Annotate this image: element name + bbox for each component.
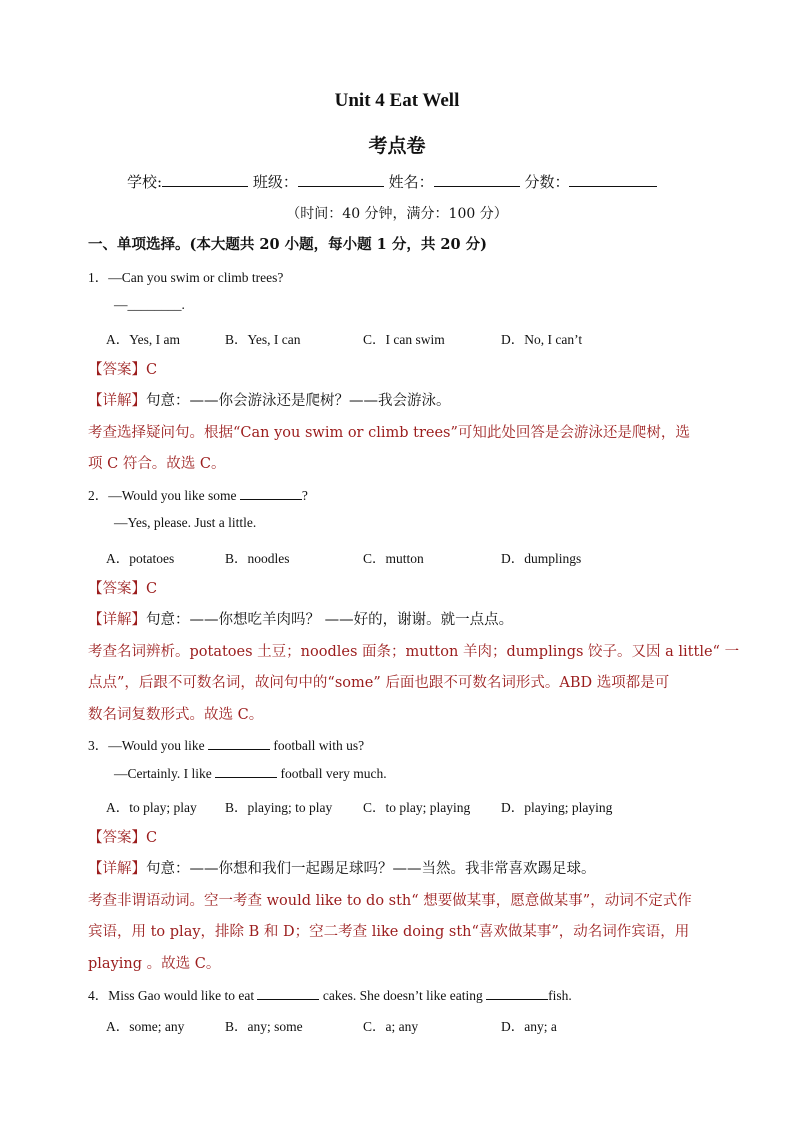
detail-text: 考查非谓语动词。空一考查 would like to do sth“ 想要做某事，愿意做某事”，动词不定式作 [88, 893, 692, 909]
detail-text: playing 。故选 C。 [88, 956, 221, 972]
detail-tag: 【详解】 [88, 861, 146, 877]
question-stem [88, 984, 572, 1004]
score-label: 分数： [524, 173, 570, 191]
option-c: C．I can swim [363, 332, 445, 347]
option-d: D．playing; playing [501, 800, 613, 815]
name-blank [434, 171, 520, 187]
detail-text: 数名词复数形式。故选 C。 [88, 707, 264, 723]
stem-part: football with us? [270, 738, 365, 753]
school-blank [162, 171, 248, 187]
class-label: 班级： [252, 173, 298, 191]
option-row [0, 1015, 794, 1033]
detail-line [88, 389, 451, 410]
answer-line [88, 577, 157, 598]
answer-tag: 【答案】 [88, 830, 146, 846]
question-reply: —________. [114, 297, 185, 312]
section-title: 一、单项选择。(本大题共 20 小题，每小题 1 分，共 20 分) [88, 236, 487, 253]
answer-value: C [146, 581, 158, 597]
student-info-row [127, 171, 657, 192]
time-note: （时间：40 分钟，满分：100 分） [286, 206, 508, 222]
option-d: D．dumplings [501, 551, 582, 566]
question-reply: —Yes, please. Just a little. [114, 515, 257, 530]
detail-line [88, 608, 513, 629]
detail-text: 宾语，用 to play，排除 B 和 D；空二考查 like doing sth“喜欢做某事”，动名词作宾语，用 [88, 924, 690, 940]
option-d: D．No, I can’t [501, 332, 583, 347]
detail-text: 句意：——你想吃羊肉吗？ ——好的，谢谢。就一点点。 [146, 612, 514, 628]
detail-text: 项 C 符合。故选 C。 [88, 456, 226, 472]
option-a: A．potatoes [106, 551, 175, 566]
school-label: 学校: [127, 173, 163, 191]
option-row [0, 547, 794, 565]
fill-blank [257, 987, 319, 1000]
fill-blank [208, 737, 270, 750]
question-stem [88, 734, 364, 754]
page-title: Unit 4 Eat Well [334, 90, 460, 111]
question-reply [114, 765, 387, 782]
stem-part: 4．Miss Gao would like to eat [88, 988, 258, 1003]
option-b: B．Yes, I can [225, 332, 301, 347]
fill-blank [486, 987, 548, 1000]
answer-value: C [146, 830, 158, 846]
stem-part: fish. [548, 988, 572, 1003]
detail-tag: 【详解】 [88, 612, 146, 628]
option-a: A．some; any [106, 1019, 185, 1034]
detail-tag: 【详解】 [88, 393, 146, 409]
reply-part: —Certainly. I like [114, 766, 216, 781]
fill-blank [215, 765, 277, 778]
option-row [0, 328, 794, 346]
answer-value: C [146, 362, 158, 378]
detail-text: 考查名词辨析。potatoes 土豆；noodles 面条；mutton 羊肉；dumplings 饺子。又因 a little“ 一 [88, 644, 740, 660]
stem-part: ? [301, 488, 308, 503]
score-blank [569, 171, 657, 187]
question-stem: 1．—Can you swim or climb trees? [88, 270, 284, 285]
page-subtitle: 考点卷 [368, 135, 426, 157]
option-c: C．a; any [363, 1019, 419, 1034]
answer-line [88, 826, 157, 847]
detail-text: 点点”，后跟不可数名词，故问句中的“some” 后面也跟不可数名词形式。ABD 选项都是可 [88, 675, 670, 691]
option-row [0, 796, 794, 814]
fill-blank [240, 487, 302, 500]
detail-line [88, 857, 596, 878]
option-a: A．to play; play [106, 800, 197, 815]
detail-text: 考查选择疑问句。根据“Can you swim or climb trees”可知此处回答是会游泳还是爬树，选 [88, 425, 690, 441]
stem-part: cakes. She doesn’t like eating [319, 988, 487, 1003]
detail-text: 句意：——你想和我们一起踢足球吗？——当然。我非常喜欢踢足球。 [146, 861, 596, 877]
detail-text: 句意：——你会游泳还是爬树？——我会游泳。 [146, 393, 451, 409]
answer-tag: 【答案】 [88, 581, 146, 597]
option-b: B．noodles [225, 551, 290, 566]
class-blank [298, 171, 384, 187]
stem-part: 3．—Would you like [88, 738, 209, 753]
answer-line [88, 358, 157, 379]
option-b: B．any; some [225, 1019, 303, 1034]
question-stem [88, 484, 308, 504]
option-a: A．Yes, I am [106, 332, 181, 347]
option-c: C．to play; playing [363, 800, 471, 815]
reply-part: football very much. [277, 766, 387, 781]
option-b: B．playing; to play [225, 800, 333, 815]
answer-tag: 【答案】 [88, 362, 146, 378]
stem-part: 2．—Would you like some [88, 488, 240, 503]
option-c: C．mutton [363, 551, 424, 566]
option-d: D．any; a [501, 1019, 557, 1034]
name-label: 姓名： [388, 173, 434, 191]
